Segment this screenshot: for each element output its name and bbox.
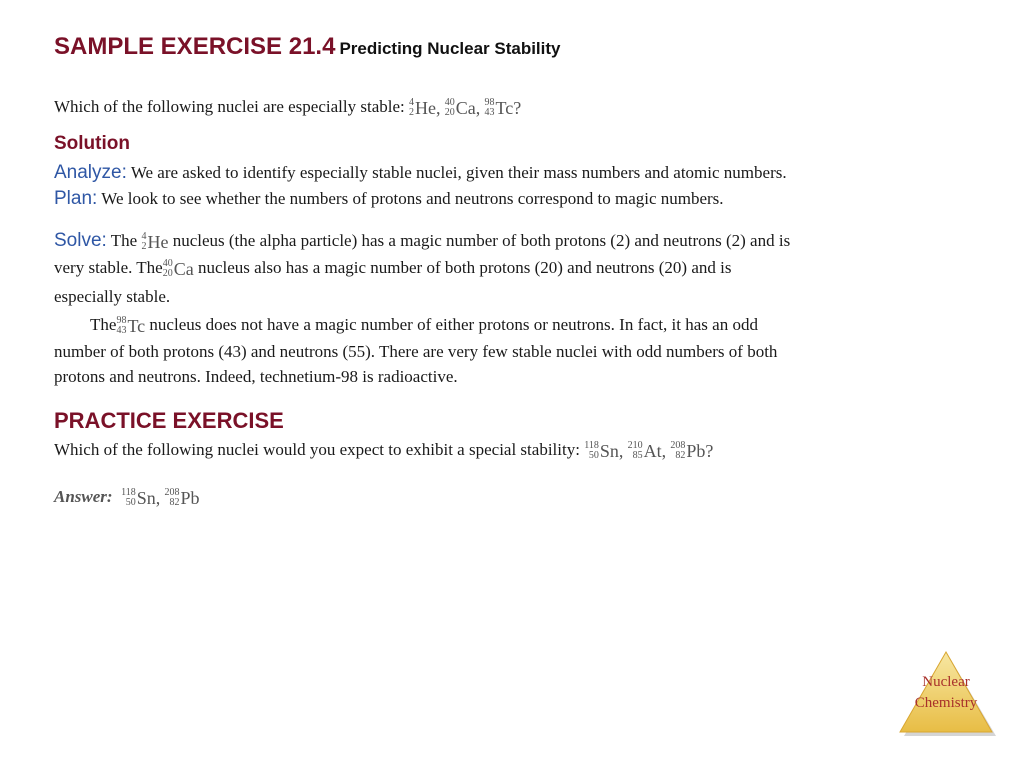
practice-nuclides <box>584 440 714 462</box>
answer-label: Answer: <box>54 487 113 506</box>
solve-line-2 <box>54 255 731 282</box>
analyze-line <box>54 160 787 186</box>
nuclide-tc <box>116 313 145 339</box>
practice-heading: PRACTICE EXERCISE <box>54 408 284 433</box>
exercise-number: SAMPLE EXERCISE 21.4 <box>54 33 336 60</box>
separator: , <box>435 98 441 119</box>
atomic-number: 2 <box>141 241 147 253</box>
mass-number: 118 <box>584 440 599 452</box>
p2-line-1-text: nucleus does not have a magic number of either protons or neutrons. In fact, it has an odd <box>149 315 758 334</box>
solve-line-1-text: nucleus (the alpha particle) has a magic number of both protons (2) and neutrons (2) and is <box>172 231 791 250</box>
answer-line <box>54 484 200 511</box>
page-title <box>54 33 561 61</box>
element-symbol: Ca <box>173 259 194 280</box>
mass-number: 118 <box>121 487 136 499</box>
nuclide-sn <box>121 485 160 511</box>
separator: ? <box>705 441 714 462</box>
atomic-number: 43 <box>484 107 495 119</box>
mass-number: 208 <box>670 440 686 452</box>
solve-line-2-start: very stable. The <box>54 258 163 277</box>
nuclide-ca <box>445 95 481 121</box>
atomic-number: 50 <box>125 497 136 509</box>
mass-number: 40 <box>162 258 173 270</box>
solve-line-2-text: nucleus also has a magic number of both protons (20) and neutrons (20) and is <box>197 258 732 277</box>
nuclide-he <box>141 229 168 255</box>
solve-p2-line-2: number of both protons (43) and neutrons (55). There are very few stable nuclei with odd numbers of both <box>54 342 778 361</box>
nuclide-numbers <box>164 488 179 508</box>
atomic-number: 50 <box>588 450 599 462</box>
separator: , <box>618 441 624 462</box>
nuclide-pb <box>164 485 199 511</box>
nuclide-numbers <box>163 259 173 279</box>
element-symbol: Tc <box>127 316 146 337</box>
atomic-number: 82 <box>169 497 180 509</box>
atomic-number: 2 <box>408 107 414 119</box>
mass-number: 98 <box>484 97 495 109</box>
atomic-number: 20 <box>162 268 173 280</box>
atomic-number: 43 <box>116 325 127 337</box>
element-symbol: He <box>147 232 169 253</box>
question-nuclides <box>408 97 522 119</box>
element-symbol: Sn <box>599 441 619 462</box>
analyze-label: Analyze: <box>54 162 127 183</box>
exercise-subtitle: Predicting Nuclear Stability <box>339 39 561 58</box>
answer-nuclides <box>121 487 200 509</box>
solve-line-3: especially stable. <box>54 287 171 306</box>
element-symbol: Sn <box>136 488 156 509</box>
plan-line <box>54 186 724 212</box>
element-symbol: He <box>414 98 436 119</box>
plan-text: We look to see whether the numbers of protons and neutrons correspond to magic numbers. <box>101 189 724 208</box>
logo-line-2: Chemistry <box>914 695 978 711</box>
solve-p2-line-3: protons and neutrons. Indeed, technetium-98 is radioactive. <box>54 367 458 386</box>
nuclide-numbers <box>445 98 455 118</box>
plan-label: Plan: <box>54 188 98 209</box>
logo-line-1: Nuclear <box>922 674 970 690</box>
element-symbol: At <box>643 441 662 462</box>
solve-label: Solve: <box>54 230 107 251</box>
element-symbol: Ca <box>455 98 476 119</box>
mass-number: 40 <box>444 97 455 109</box>
solve-the: The <box>110 231 138 250</box>
mass-number: 210 <box>627 440 643 452</box>
nuclide-numbers <box>670 441 685 461</box>
nuclide-pb <box>670 438 713 464</box>
mass-number: 4 <box>408 97 414 109</box>
nuclide-numbers <box>121 488 136 508</box>
nuclide-sn <box>584 438 623 464</box>
separator: , <box>155 488 161 509</box>
nuclide-numbers <box>141 232 146 252</box>
nuclide-numbers <box>409 98 414 118</box>
nuclide-numbers <box>628 441 643 461</box>
practice-question: Which of the following nuclei would you expect to exhibit a special stability: <box>54 440 580 459</box>
nuclide-numbers <box>116 316 126 336</box>
mass-number: 208 <box>164 487 180 499</box>
nuclide-he <box>409 95 441 121</box>
mass-number: 98 <box>116 315 127 327</box>
question-text: Which of the following nuclei are especially stable: <box>54 97 405 116</box>
separator: , <box>661 441 667 462</box>
nuclide-tc <box>484 95 521 121</box>
element-symbol: Pb <box>686 441 706 462</box>
practice-question-line <box>54 437 713 464</box>
solution-heading: Solution <box>54 133 130 154</box>
question-line <box>54 94 521 121</box>
separator: , <box>475 98 481 119</box>
nuclear-chemistry-logo <box>898 650 998 740</box>
atomic-number: 82 <box>675 450 686 462</box>
nuclide-ca <box>163 256 194 282</box>
solve-p2-line-1 <box>90 312 758 339</box>
atomic-number: 85 <box>632 450 643 462</box>
nuclide-numbers <box>484 98 494 118</box>
analyze-text: We are asked to identify especially stable nuclei, given their mass numbers and atomic numbers. <box>130 163 787 182</box>
nuclide-numbers <box>584 441 599 461</box>
nuclide-at <box>628 438 667 464</box>
separator: ? <box>513 98 522 119</box>
element-symbol: Tc <box>495 98 514 119</box>
solve-line-1 <box>54 228 790 255</box>
element-symbol: Pb <box>180 488 200 509</box>
atomic-number: 20 <box>444 107 455 119</box>
mass-number: 4 <box>141 231 147 243</box>
p2-the: The <box>90 315 117 334</box>
triangle-logo-icon <box>898 650 998 740</box>
